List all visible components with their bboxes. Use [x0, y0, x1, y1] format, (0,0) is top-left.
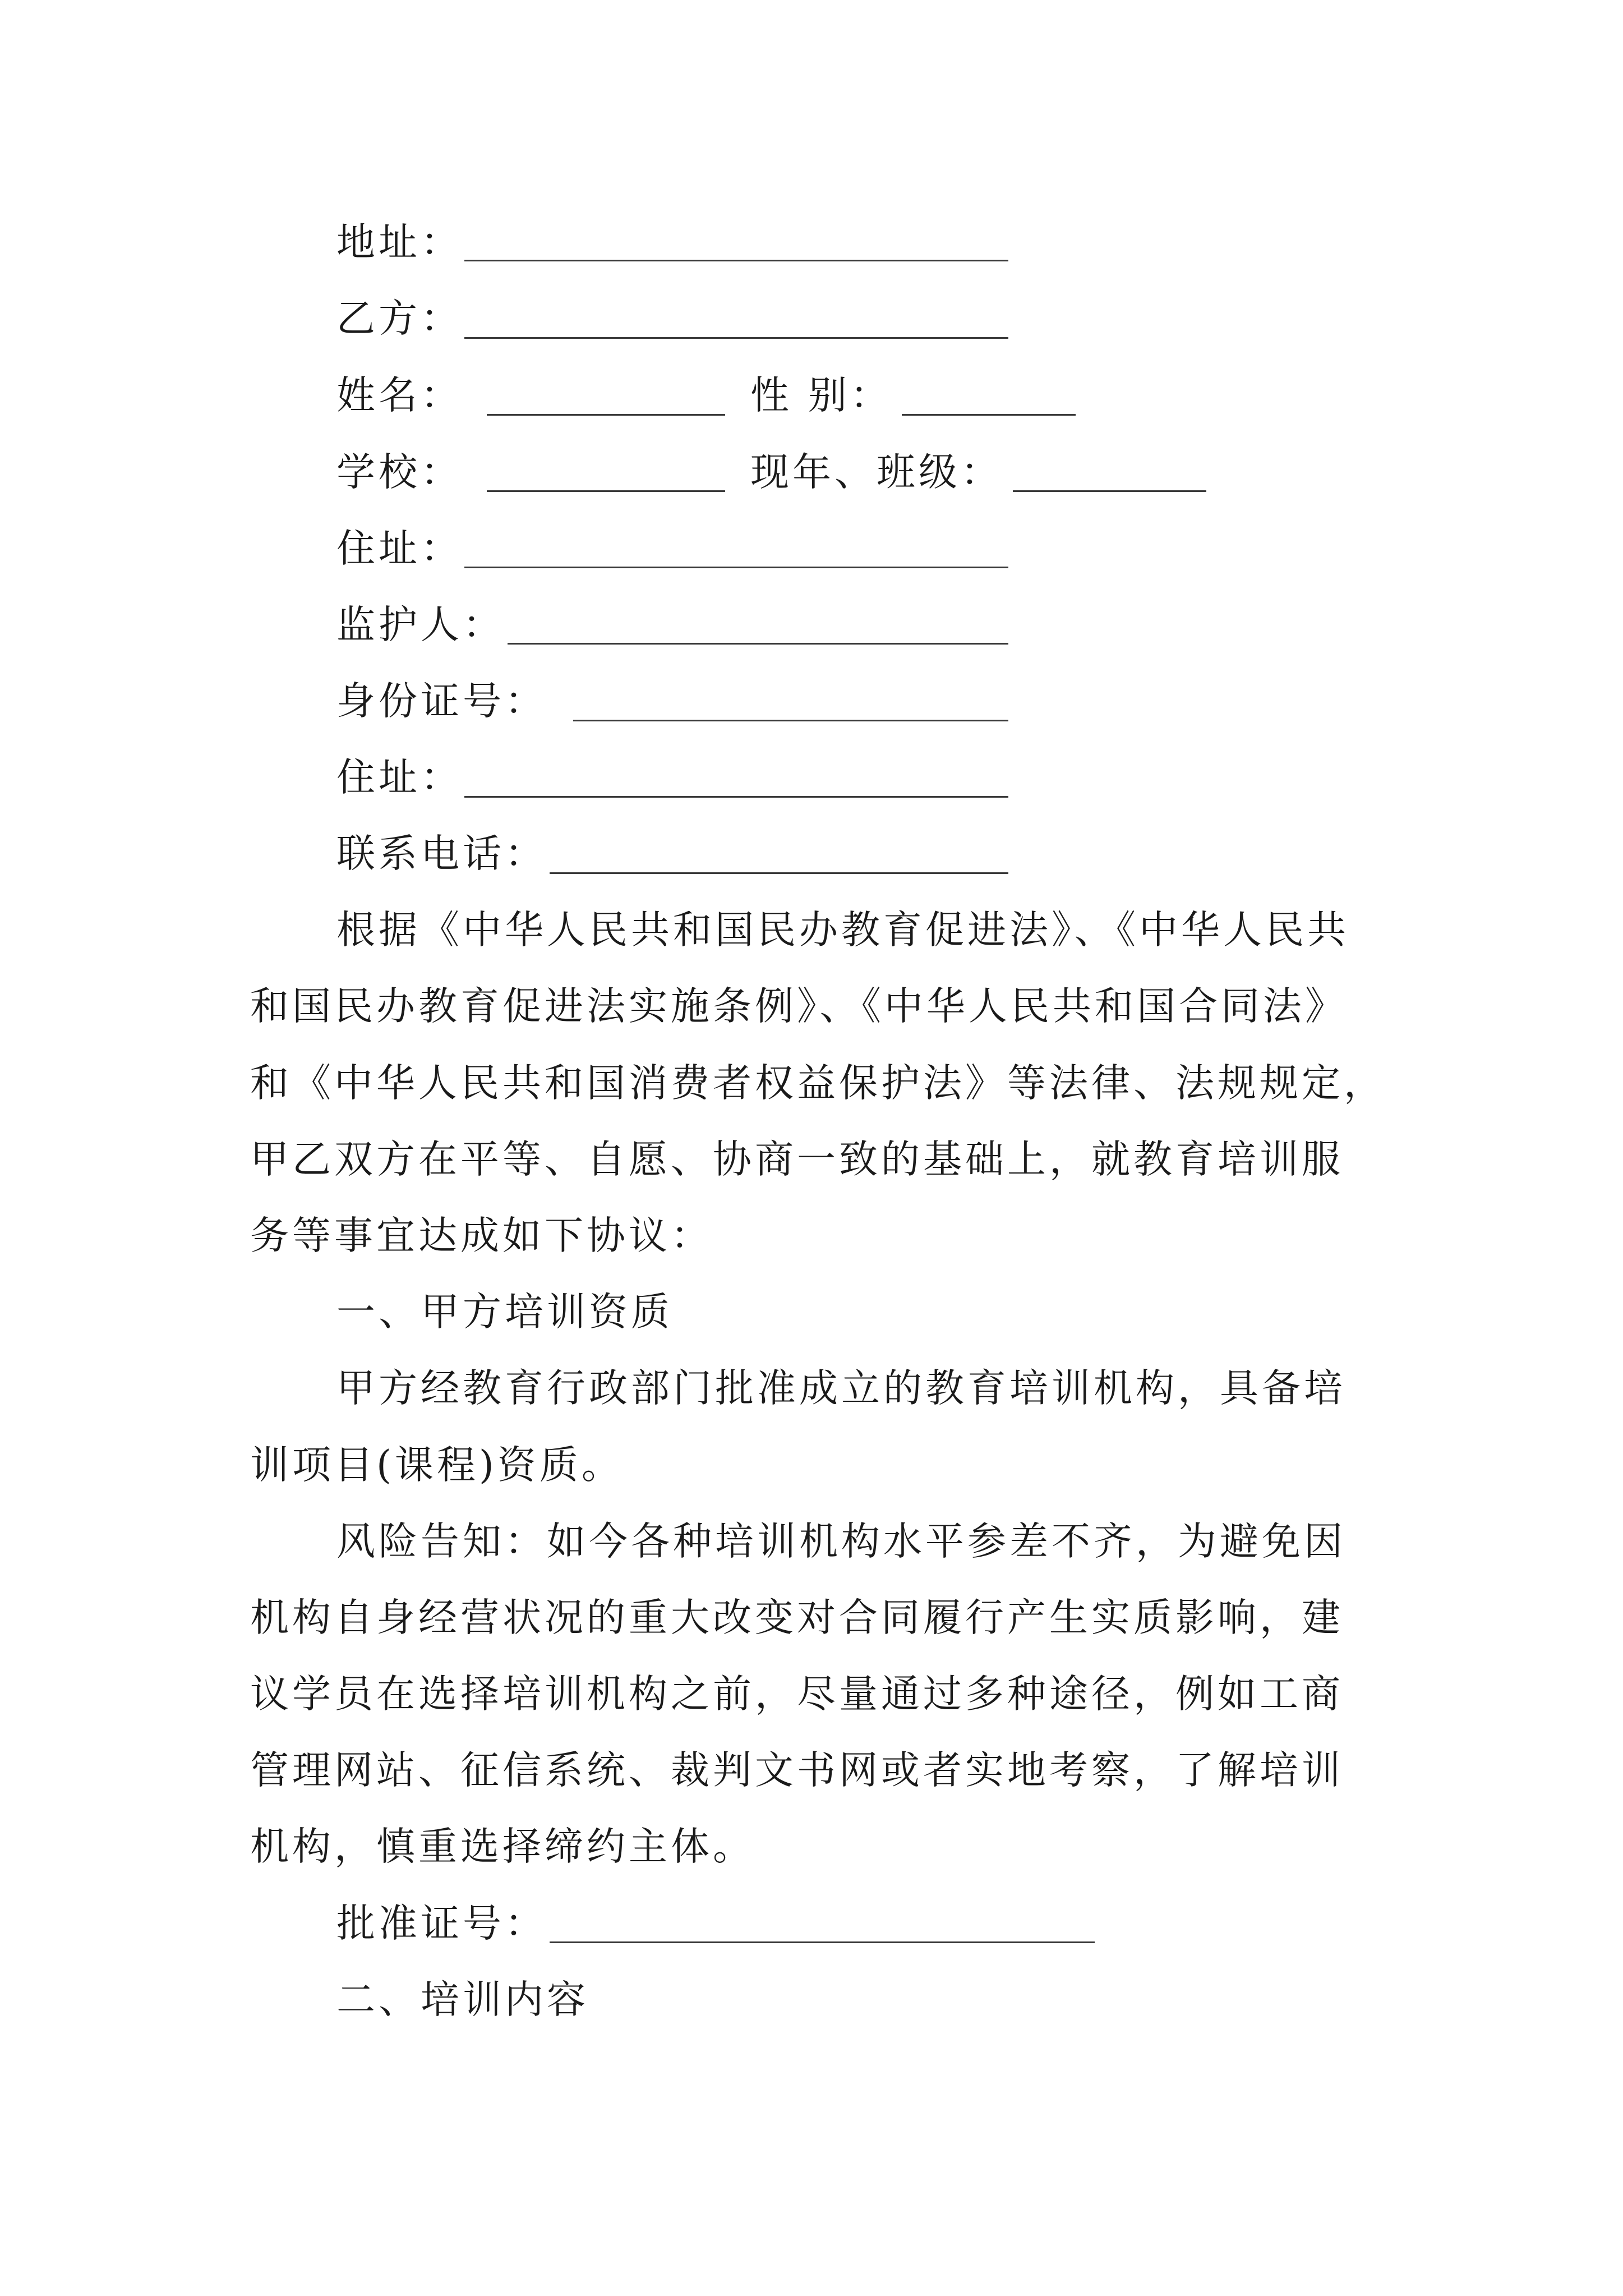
name-field-line[interactable]	[487, 414, 725, 416]
preamble-line-4: 甲乙双方在平等、自愿、协商一致的基础上，就教育培训服	[250, 1137, 1344, 1182]
preamble-line-3: 和《中华人民共和国消费者权益保护法》等法律、法规规定，	[250, 1061, 1386, 1106]
risk-notice-line-3: 议学员在选择培训机构之前，尽量通过多种途径，例如工商	[250, 1672, 1344, 1717]
address-field-line[interactable]	[464, 260, 1008, 261]
section-1-heading: 一、甲方培训资质	[336, 1290, 673, 1335]
guardian-residence-label: 住址：	[336, 755, 463, 800]
preamble-line-1: 根据《中华人民共和国民办教育促进法》、《中华人民共	[336, 908, 1349, 953]
preamble-line-5: 务等事宜达成如下协议：	[250, 1213, 713, 1258]
school-label: 学校：	[336, 450, 463, 495]
address-label: 地址：	[336, 220, 463, 265]
id-number-field-line[interactable]	[573, 720, 1008, 721]
section-2-heading: 二、培训内容	[336, 1977, 589, 2022]
approval-number-label: 批准证号：	[336, 1901, 547, 1946]
risk-notice-line-2: 机构自身经营状况的重大改变对合同履行产生实质影响，建	[250, 1595, 1344, 1640]
phone-label: 联系电话：	[336, 831, 547, 876]
guardian-residence-field-line[interactable]	[464, 796, 1008, 798]
risk-notice-line-1: 风险告知：如今各种培训机构水平参差不齐，为避免因	[336, 1519, 1346, 1564]
id-number-label: 身份证号：	[336, 679, 547, 724]
gender-label: 性 别：	[750, 373, 892, 418]
risk-notice-line-5: 机构，慎重选择缔约主体。	[250, 1824, 755, 1869]
residence-label: 住址：	[336, 526, 463, 571]
gender-field-line[interactable]	[902, 414, 1076, 416]
phone-field-line[interactable]	[550, 872, 1008, 874]
section-1-body-line-1: 甲方经教育行政部门批准成立的教育培训机构，具备培	[336, 1366, 1346, 1411]
school-field-line[interactable]	[487, 490, 725, 492]
grade-label: 现年、班级：	[750, 450, 1003, 495]
guardian-label: 监护人：	[336, 602, 505, 647]
approval-number-field-line[interactable]	[550, 1941, 1095, 1943]
residence-field-line[interactable]	[464, 567, 1008, 568]
risk-notice-line-4: 管理网站、征信系统、裁判文书网或者实地考察，了解培训	[250, 1748, 1344, 1793]
name-label: 姓名：	[336, 373, 463, 418]
party-b-field-line[interactable]	[464, 337, 1008, 339]
section-1-body-line-2: 训项目(课程)资质。	[250, 1443, 624, 1488]
party-b-label: 乙方：	[336, 296, 463, 341]
grade-field-line[interactable]	[1013, 490, 1206, 492]
preamble-line-2: 和国民办教育促进法实施条例》、《中华人民共和国合同法》	[250, 984, 1347, 1029]
guardian-field-line[interactable]	[508, 643, 1008, 645]
